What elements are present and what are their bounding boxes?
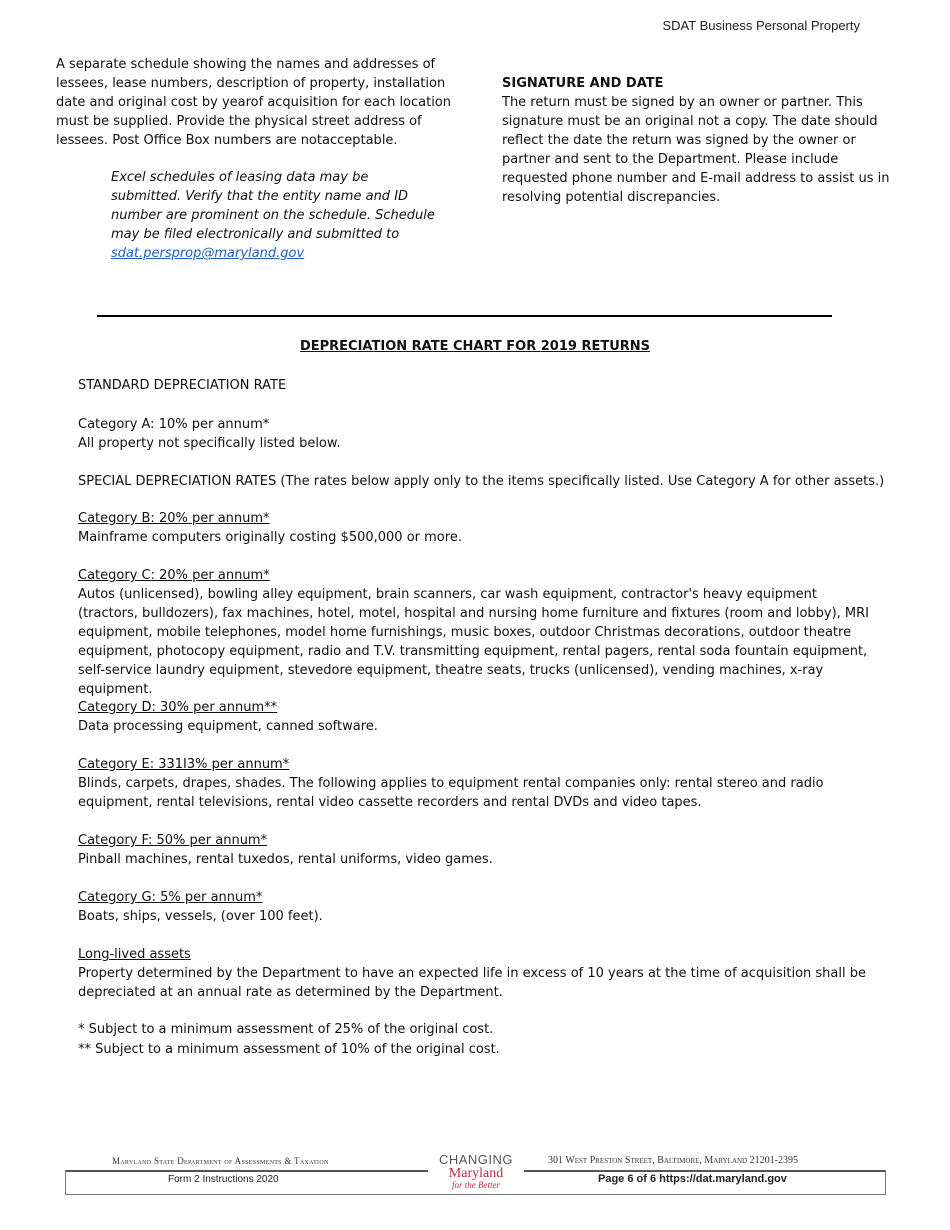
category-e-desc: Blinds, carpets, drapes, shades. The following applies to equipment rental companies only: rental stereo and radio equipment, rental televisions, rental video cassette recorders and rental DVDs and video tapes. [78, 776, 824, 810]
category-c-label: Category C: 20% per annum* [78, 568, 270, 583]
footer-border-left [65, 1170, 66, 1195]
standard-rate-heading: STANDARD DEPRECIATION RATE [78, 378, 287, 393]
footnote-double-star: ** Subject to a minimum assessment of 10% of the original cost. [78, 1042, 500, 1057]
category-c-desc: Autos (unlicensed), bowling alley equipment, brain scanners, car wash equipment, contractor's heavy equipment (tractors, bulldozers), fax machines, hotel, motel, hospital and nursing home furniture and fixtures (room and lobby), MRI equipment, mobile telephones, model home furnishings, music boxes, outdoor Christmas decorations, outdoor theatre equipment, photocopy equipment, radio and T.V. transmitting equipment, rental pagers, rental soda fountain equipment, self-service laundry equipment, stevedore equipment, theatre seats, trucks (unlicensed), vending machines, x-ray equipment. [78, 587, 870, 697]
footer-page-info: Page 6 of 6 https://dat.maryland.gov [598, 1173, 787, 1185]
footer-address: 301 West Preston Street, Baltimore, Maryland 21201-2395 [548, 1155, 798, 1166]
footnote-single-star: * Subject to a minimum assessment of 25% of the original cost. [78, 1022, 494, 1037]
category-g-label: Category G: 5% per annum* [78, 890, 263, 905]
category-b-label: Category B: 20% per annum* [78, 511, 270, 526]
signature-section [502, 74, 892, 207]
logo-line-3: for the Better [452, 1180, 500, 1190]
excel-note-text: Excel schedules of leasing data may be submitted. Verify that the entity name and ID number are prominent on the schedule. Schedule may be filed electronically and submitted to [111, 170, 435, 242]
page-footer [30, 1150, 920, 1210]
category-f-label: Category F: 50% per annum* [78, 833, 268, 848]
email-link[interactable]: sdat.persprop@maryland.gov [111, 246, 305, 261]
lessee-schedule-text: A separate schedule showing the names and addresses of lessees, lease numbers, description of property, installation date and original cost by yearof acquisition for each location must be supplied. Provide the physical street address of lessees. Post Office Box numbers are notacceptable. [56, 57, 452, 148]
category-d-desc: Data processing equipment, canned software. [78, 719, 378, 734]
footer-border-right [885, 1170, 886, 1195]
logo-line-2: Maryland [448, 1166, 504, 1181]
footer-form-name: Form 2 Instructions 2020 [168, 1174, 279, 1185]
excel-schedule-note [111, 168, 441, 263]
changing-maryland-logo [428, 1153, 524, 1193]
special-rates-heading: SPECIAL DEPRECIATION RATES (The rates below apply only to the items specifically listed. Use Category A for other assets.) [78, 474, 885, 489]
category-a-desc: All property not specifically listed below. [78, 436, 341, 451]
category-d-label: Category D: 30% per annum** [78, 700, 278, 715]
page-header-title: SDAT Business Personal Property [662, 18, 860, 33]
section-divider [97, 315, 832, 317]
long-lived-desc: Property determined by the Department to have an expected life in excess of 10 years at the time of acquisition shall be depreciated at an annual rate as determined by the Department. [78, 966, 866, 1000]
signature-heading: SIGNATURE AND DATE [502, 76, 664, 91]
category-f-desc: Pinball machines, rental tuxedos, rental uniforms, video games. [78, 852, 493, 867]
category-a-label: Category A: 10% per annum* [78, 417, 270, 432]
category-e-label: Category E: 331I3% per annum* [78, 757, 290, 772]
footer-rule-bottom [65, 1194, 885, 1195]
category-b-desc: Mainframe computers originally costing $500,000 or more. [78, 530, 462, 545]
footer-agency: Maryland State Department of Assessments & Taxation [112, 1156, 329, 1166]
signature-text: The return must be signed by an owner or partner. This signature must be an original not a copy. The date should reflect the date the return was signed by the owner or partner and sent to the Department. Please include requested phone number and E-mail address to assist us in resolving potential discrepancies. [502, 95, 890, 205]
depreciation-chart-title: DEPRECIATION RATE CHART FOR 2019 RETURNS [299, 339, 651, 354]
long-lived-label: Long-lived assets [78, 947, 191, 962]
logo-line-1: CHANGING [438, 1152, 514, 1167]
category-g-desc: Boats, ships, vessels, (over 100 feet). [78, 909, 323, 924]
